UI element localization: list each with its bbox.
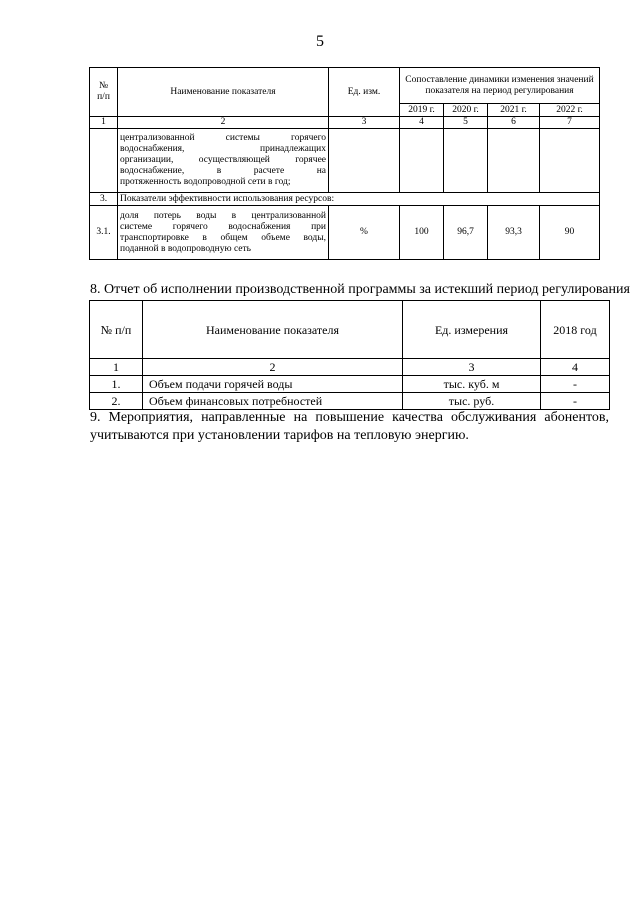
header-name: Наименование показателя xyxy=(118,68,329,117)
table-row xyxy=(90,393,610,410)
section-8-title: 8. Отчет об исполнении производственной программы за истекший период регулирования xyxy=(90,282,630,297)
section-title: Показатели эффективности использования ресурсов: xyxy=(118,193,600,206)
row-name: Объем подачи горячей воды xyxy=(143,376,403,393)
table-row xyxy=(90,129,600,193)
row-num: 3.1. xyxy=(90,206,118,260)
row-value: - xyxy=(541,393,610,410)
header-comparison: Сопоставление динамики изменения значений показателя на период регулирования xyxy=(400,68,600,104)
value-2021: 93,3 xyxy=(488,206,540,260)
section-row xyxy=(90,193,600,206)
header-year-2022: 2022 г. xyxy=(540,104,600,117)
header-year-2020: 2020 г. xyxy=(444,104,488,117)
table-row xyxy=(90,206,600,260)
col-number: 6 xyxy=(488,117,540,129)
header-year-2021: 2021 г. xyxy=(488,104,540,117)
row-value: - xyxy=(541,376,610,393)
header-year: 2018 год xyxy=(541,301,610,359)
col-number: 4 xyxy=(400,117,444,129)
section-num: 3. xyxy=(90,193,118,206)
col-number: 7 xyxy=(540,117,600,129)
header-year-2019: 2019 г. xyxy=(400,104,444,117)
value-2020: 96,7 xyxy=(444,206,488,260)
column-number-row xyxy=(90,359,610,376)
row-unit: % xyxy=(329,206,400,260)
continuation-text: централизованной системы горячего водоснабжения, принадлежащих организации, осуществляющей горячее водоснабжение, в расчете на протяженность водопроводной сети в год; xyxy=(118,129,329,193)
indicators-table xyxy=(89,67,600,260)
header-unit: Ед. изм. xyxy=(329,68,400,117)
row-num: 1. xyxy=(90,376,143,393)
row-unit: тыс. куб. м xyxy=(403,376,541,393)
header-name: Наименование показателя xyxy=(143,301,403,359)
col-number: 4 xyxy=(541,359,610,376)
col-number: 5 xyxy=(444,117,488,129)
program-report-table xyxy=(89,300,610,410)
row-name: доля потерь воды в централизованной системе горячего водоснабжения при транспортировке в общем объеме воды, поданной в водопроводную сеть xyxy=(118,206,329,260)
col-number: 1 xyxy=(90,359,143,376)
col-number: 3 xyxy=(403,359,541,376)
row-num: 2. xyxy=(90,393,143,410)
col-number: 1 xyxy=(90,117,118,129)
column-number-row xyxy=(90,117,600,129)
header-unit: Ед. измерения xyxy=(403,301,541,359)
row-name: Объем финансовых потребностей xyxy=(143,393,403,410)
col-number: 2 xyxy=(118,117,329,129)
col-number: 3 xyxy=(329,117,400,129)
row-unit: тыс. руб. xyxy=(403,393,541,410)
table-row xyxy=(90,376,610,393)
col-number: 2 xyxy=(143,359,403,376)
page-number: 5 xyxy=(316,33,324,50)
value-2022: 90 xyxy=(540,206,600,260)
item-9-paragraph: 9. Мероприятия, направленные на повышение качества обслуживания абонентов, учитываются при установлении тарифов на тепловую энергию. xyxy=(90,410,609,443)
header-num: № п/п xyxy=(90,301,143,359)
value-2019: 100 xyxy=(400,206,444,260)
header-num: № п/п xyxy=(90,68,118,117)
